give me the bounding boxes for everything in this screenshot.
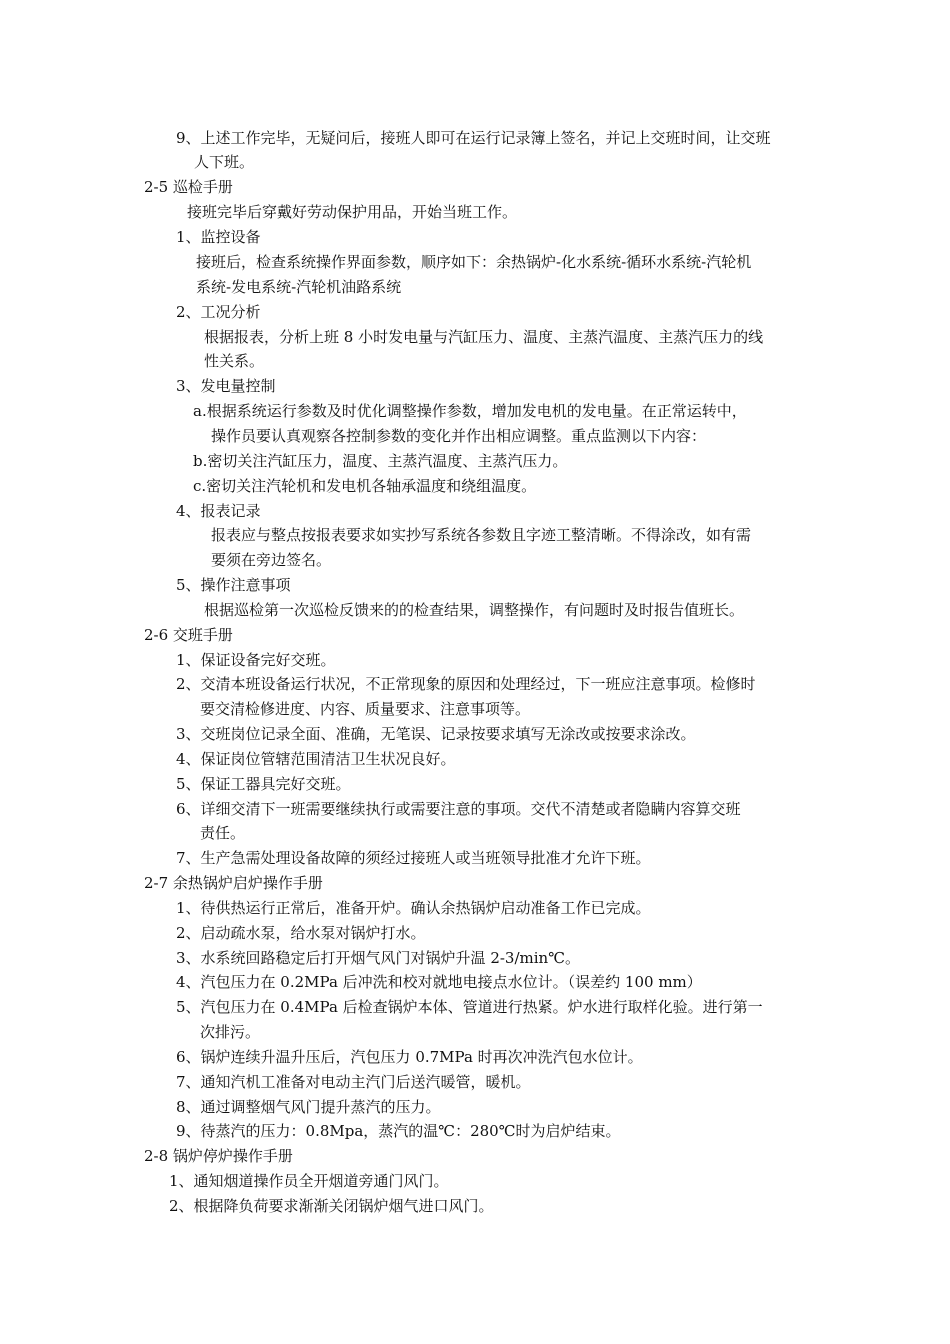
list-item: 5、汽包压力在 0.4MPa 后检查锅炉本体、管道进行热紧。炉水进行取样化验。进行第一	[176, 998, 763, 1016]
list-item: 1、待供热运行正常后，准备开炉。确认余热锅炉启动准备工作已完成。	[176, 899, 651, 917]
text-line: b.密切关注汽缸压力，温度、主蒸汽温度、主蒸汽压力。	[193, 452, 568, 470]
subheading: 1、监控设备	[176, 228, 261, 246]
text-line: 人下班。	[194, 153, 255, 171]
text-line: 接班完毕后穿戴好劳动保护用品，开始当班工作。	[187, 203, 518, 221]
list-item: 4、保证岗位管辖范围清洁卫生状况良好。	[176, 750, 456, 768]
section-heading: 2-6 交班手册	[144, 626, 233, 644]
text-line: 性关系。	[204, 352, 265, 370]
list-item: 1、保证设备完好交班。	[176, 651, 336, 669]
subheading: 4、报表记录	[176, 502, 261, 520]
subheading: 3、发电量控制	[176, 377, 276, 395]
list-item: 8、通过调整烟气风门提升蒸汽的压力。	[176, 1098, 441, 1116]
text-line: 要须在旁边签名。	[211, 551, 332, 569]
text-line: 要交清检修进度、内容、质量要求、注意事项等。	[200, 700, 531, 718]
text-line: a.根据系统运行参数及时优化调整操作参数，增加发电机的发电量。在正常运转中，	[193, 402, 747, 420]
list-item: 7、通知汽机工准备对电动主汽门后送汽暖管，暖机。	[176, 1073, 531, 1091]
list-item: 1、通知烟道操作员全开烟道旁通门风门。	[169, 1172, 449, 1190]
list-item: 3、交班岗位记录全面、准确，无笔误、记录按要求填写无涂改或按要求涂改。	[176, 725, 696, 743]
list-item: 3、水系统回路稳定后打开烟气风门对锅炉升温 2-3/min℃。	[176, 949, 580, 967]
section-heading: 2-8 锅炉停炉操作手册	[144, 1147, 293, 1165]
text-line: 根据巡检第一次巡检反馈来的的检查结果，调整操作，有问题时及时报告值班长。	[204, 601, 745, 619]
list-item: 2、启动疏水泵，给水泵对锅炉打水。	[176, 924, 426, 942]
text-line: 次排污。	[200, 1023, 261, 1041]
text-line: c.密切关注汽轮机和发电机各轴承温度和绕组温度。	[193, 477, 537, 495]
text-line: 报表应与整点按报表要求如实抄写系统各参数且字迹工整清晰。不得涂改，如有需	[211, 526, 752, 544]
text-line: 9、上述工作完毕，无疑问后，接班人即可在运行记录簿上签名，并记上交班时间，让交班	[176, 129, 771, 147]
list-item: 6、详细交清下一班需要继续执行或需要注意的事项。交代不清楚或者隐瞒内容算交班	[176, 800, 741, 818]
list-item: 6、锅炉连续升温升压后，汽包压力 0.7MPa 时再次冲洗汽包水位计。	[176, 1048, 643, 1066]
list-item: 5、保证工器具完好交班。	[176, 775, 351, 793]
list-item: 7、生产急需处理设备故障的须经过接班人或当班领导批准才允许下班。	[176, 849, 651, 867]
section-heading: 2-7 余热锅炉启炉操作手册	[144, 874, 323, 892]
text-line: 根据报表，分析上班 8 小时发电量与汽缸压力、温度、主蒸汽温度、主蒸汽压力的线	[204, 328, 764, 346]
section-heading: 2-5 巡检手册	[144, 178, 233, 196]
list-item: 4、汽包压力在 0.2MPa 后冲洗和校对就地电接点水位计。（误差约 100 mm）	[176, 973, 702, 991]
text-line: 系统-发电系统-汽轮机油路系统	[196, 278, 402, 296]
subheading: 5、操作注意事项	[176, 576, 291, 594]
text-line: 操作员要认真观察各控制参数的变化并作出相应调整。重点监测以下内容：	[211, 427, 707, 445]
text-line: 接班后，检查系统操作界面参数，顺序如下：余热锅炉-化水系统-循环水系统-汽轮机	[196, 253, 752, 271]
list-item: 2、交清本班设备运行状况，不正常现象的原因和处理经过，下一班应注意事项。检修时	[176, 675, 756, 693]
text-line: 责任。	[200, 824, 246, 842]
list-item: 9、待蒸汽的压力：0.8Mpa，蒸汽的温℃：280℃时为启炉结束。	[176, 1122, 621, 1140]
subheading: 2、工况分析	[176, 303, 261, 321]
list-item: 2、根据降负荷要求渐渐关闭锅炉烟气进口风门。	[169, 1197, 494, 1215]
